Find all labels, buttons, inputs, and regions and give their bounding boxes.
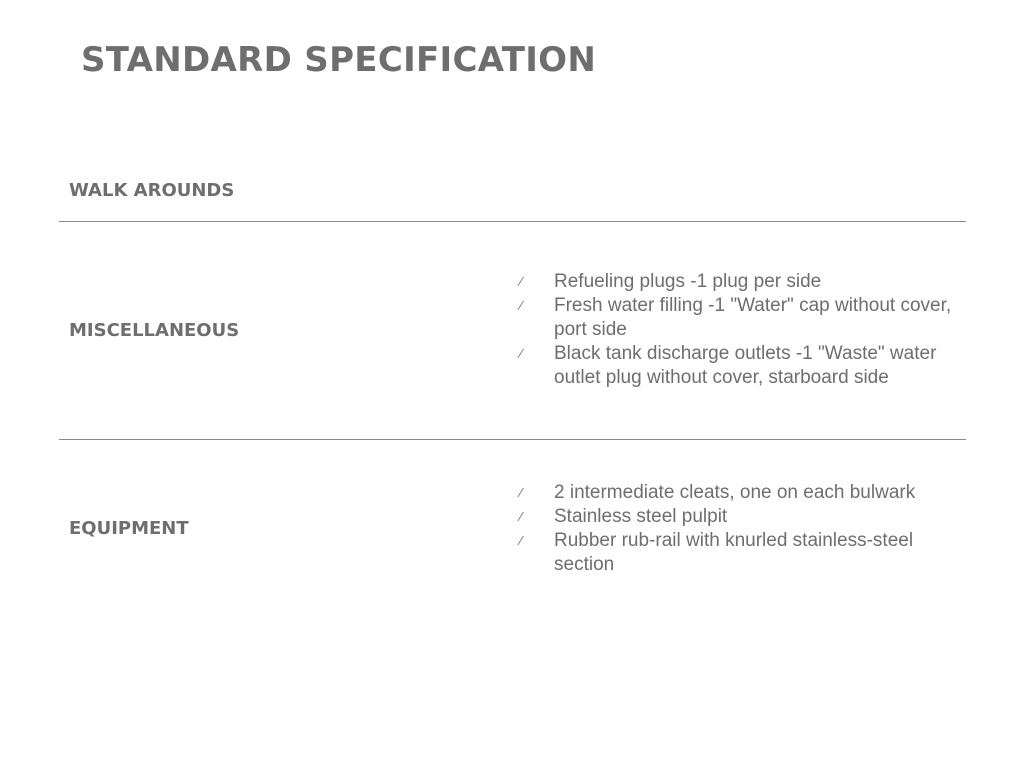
section-label-miscellaneous: MISCELLANEOUS bbox=[69, 320, 240, 341]
section-label-equipment: EQUIPMENT bbox=[69, 518, 189, 539]
list-item bbox=[520, 481, 960, 505]
slash-bullet-icon: ⁄ bbox=[520, 485, 523, 500]
section-divider bbox=[59, 439, 966, 440]
list-item bbox=[520, 270, 960, 294]
list-item-text: Refueling plugs -1 plug per side bbox=[554, 271, 822, 292]
list-item-text: 2 intermediate cleats, one on each bulwark bbox=[554, 482, 916, 503]
list-item bbox=[520, 505, 960, 529]
miscellaneous-spec-list bbox=[520, 270, 960, 390]
section-divider bbox=[59, 221, 966, 222]
page-title: STANDARD SPECIFICATION bbox=[81, 40, 597, 80]
slash-bullet-icon: ⁄ bbox=[520, 274, 523, 289]
slash-bullet-icon: ⁄ bbox=[520, 346, 523, 361]
list-item-text: Rubber rub-rail with knurled stainless-steel section bbox=[554, 530, 914, 575]
list-item bbox=[520, 342, 960, 390]
list-item-text: Black tank discharge outlets -1 "Waste" water outlet plug without cover, starboard side bbox=[554, 343, 937, 388]
list-item bbox=[520, 294, 960, 342]
list-item-text: Stainless steel pulpit bbox=[554, 506, 728, 527]
slash-bullet-icon: ⁄ bbox=[520, 533, 523, 548]
equipment-spec-list bbox=[520, 481, 960, 577]
list-item bbox=[520, 529, 960, 577]
slash-bullet-icon: ⁄ bbox=[520, 298, 523, 313]
list-item-text: Fresh water filling -1 "Water" cap without cover, port side bbox=[554, 295, 952, 340]
slash-bullet-icon: ⁄ bbox=[520, 509, 523, 524]
section-label-walk-arounds: WALK AROUNDS bbox=[69, 180, 235, 201]
